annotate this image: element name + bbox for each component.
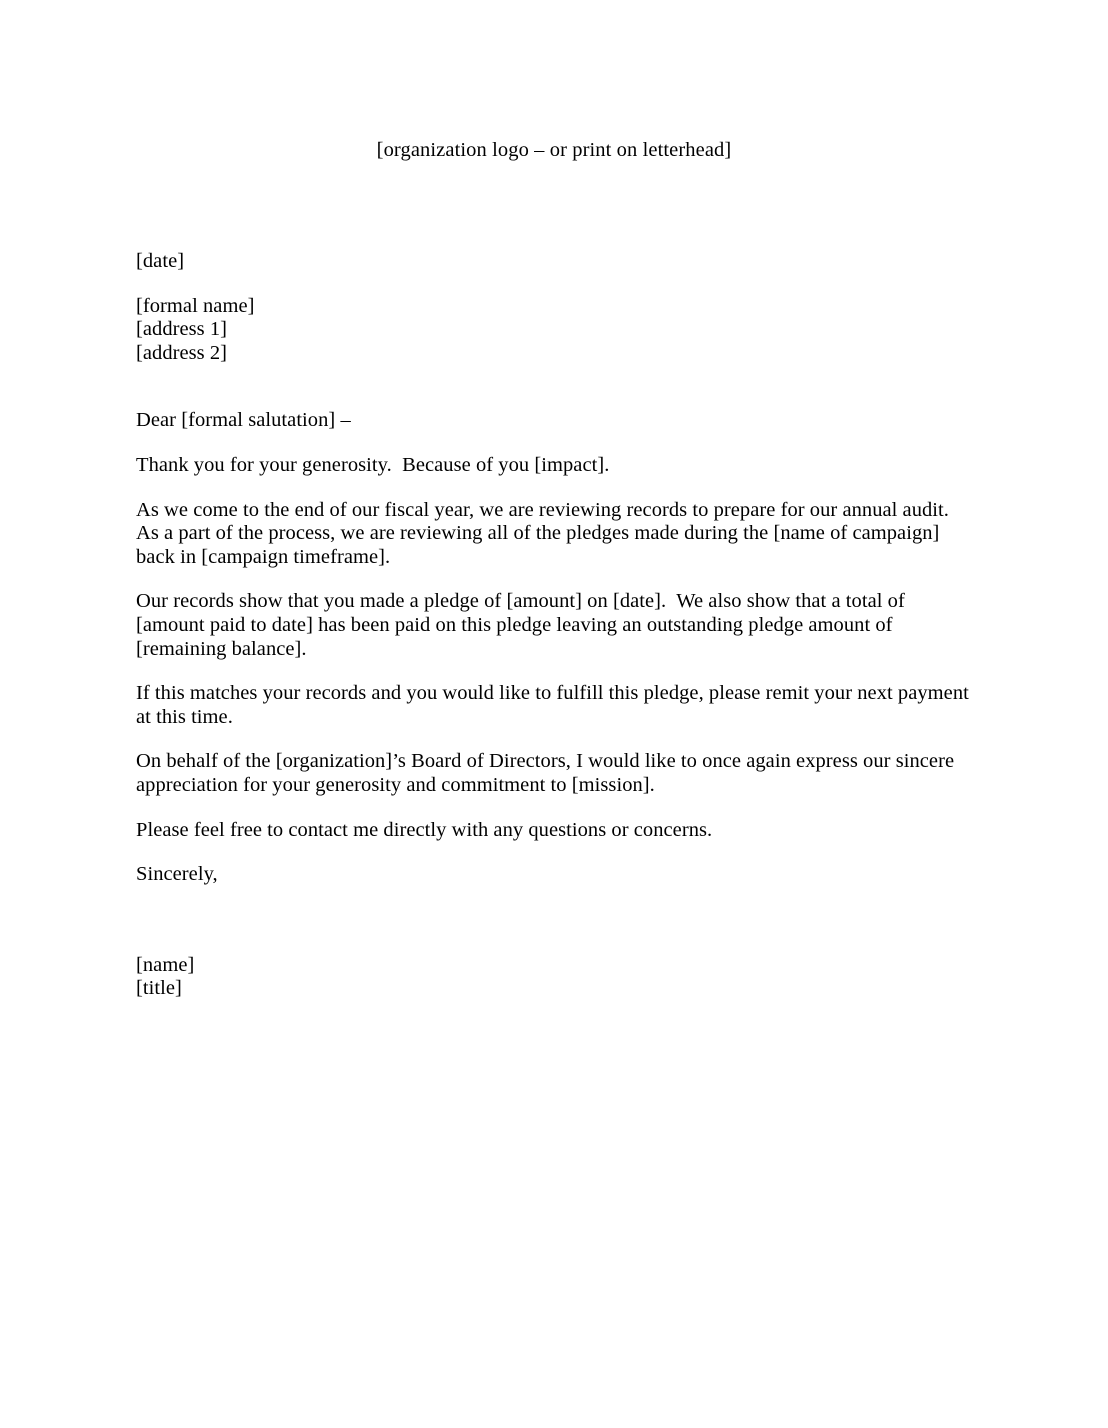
spacer-p5 <box>136 798 976 819</box>
spacer-after-salutation <box>136 433 976 454</box>
paragraph-fiscal-year-review: As we come to the end of our fiscal year, we are reviewing records to prepare for our annual audit. As a part of the process, we are reviewing all of the pledges made during the [name of campaign] back in [campaign timeframe]. <box>136 498 959 568</box>
recipient-name: [formal name] <box>136 294 255 317</box>
spacer-after-address <box>136 365 976 389</box>
paragraph-pledge-records: Our records show that you made a pledge of [amount] on [date]. We also show that a total of [amount paid to date] has been paid on this pledge leaving an outstanding pledge amount of [remaining balance]. <box>136 590 911 660</box>
signer-name: [name] <box>136 953 195 976</box>
spacer-p3 <box>136 661 976 682</box>
paragraph-thank-you: Thank you for your generosity. Because of you [impact]. <box>136 453 610 476</box>
paragraph-contact-invitation: Please feel free to contact me directly with any questions or concerns. <box>136 818 713 841</box>
recipient-address-2: [address 2] <box>136 341 228 364</box>
recipient-address-1: [address 1] <box>136 318 228 341</box>
date-line: [date] <box>136 250 185 272</box>
spacer-before-salutation <box>136 389 976 409</box>
signature-block <box>136 954 976 1001</box>
signer-title: [title] <box>136 977 182 1000</box>
spacer-p1 <box>136 478 976 499</box>
recipient-address-block <box>136 295 976 366</box>
spacer-p6 <box>136 842 976 863</box>
paragraph-remit-payment: If this matches your records and you would like to fulfill this pledge, please remit your next payment at this time. <box>136 682 975 728</box>
spacer-p4 <box>136 729 976 750</box>
salutation-line: Dear [formal salutation] – <box>136 409 351 432</box>
spacer-signature-space <box>136 887 976 954</box>
spacer-p2 <box>136 569 976 590</box>
letterhead-placeholder <box>0 138 1108 162</box>
closing-line: Sincerely, <box>136 863 218 886</box>
letter-body <box>136 250 976 1001</box>
letterhead-text: [organization logo – or print on letterhead] <box>376 139 732 161</box>
spacer-after-date <box>136 274 976 295</box>
paragraph-board-appreciation: On behalf of the [organization]’s Board of Directors, I would like to once again express our sincere appreciation for your generosity and commitment to [mission]. <box>136 750 960 796</box>
